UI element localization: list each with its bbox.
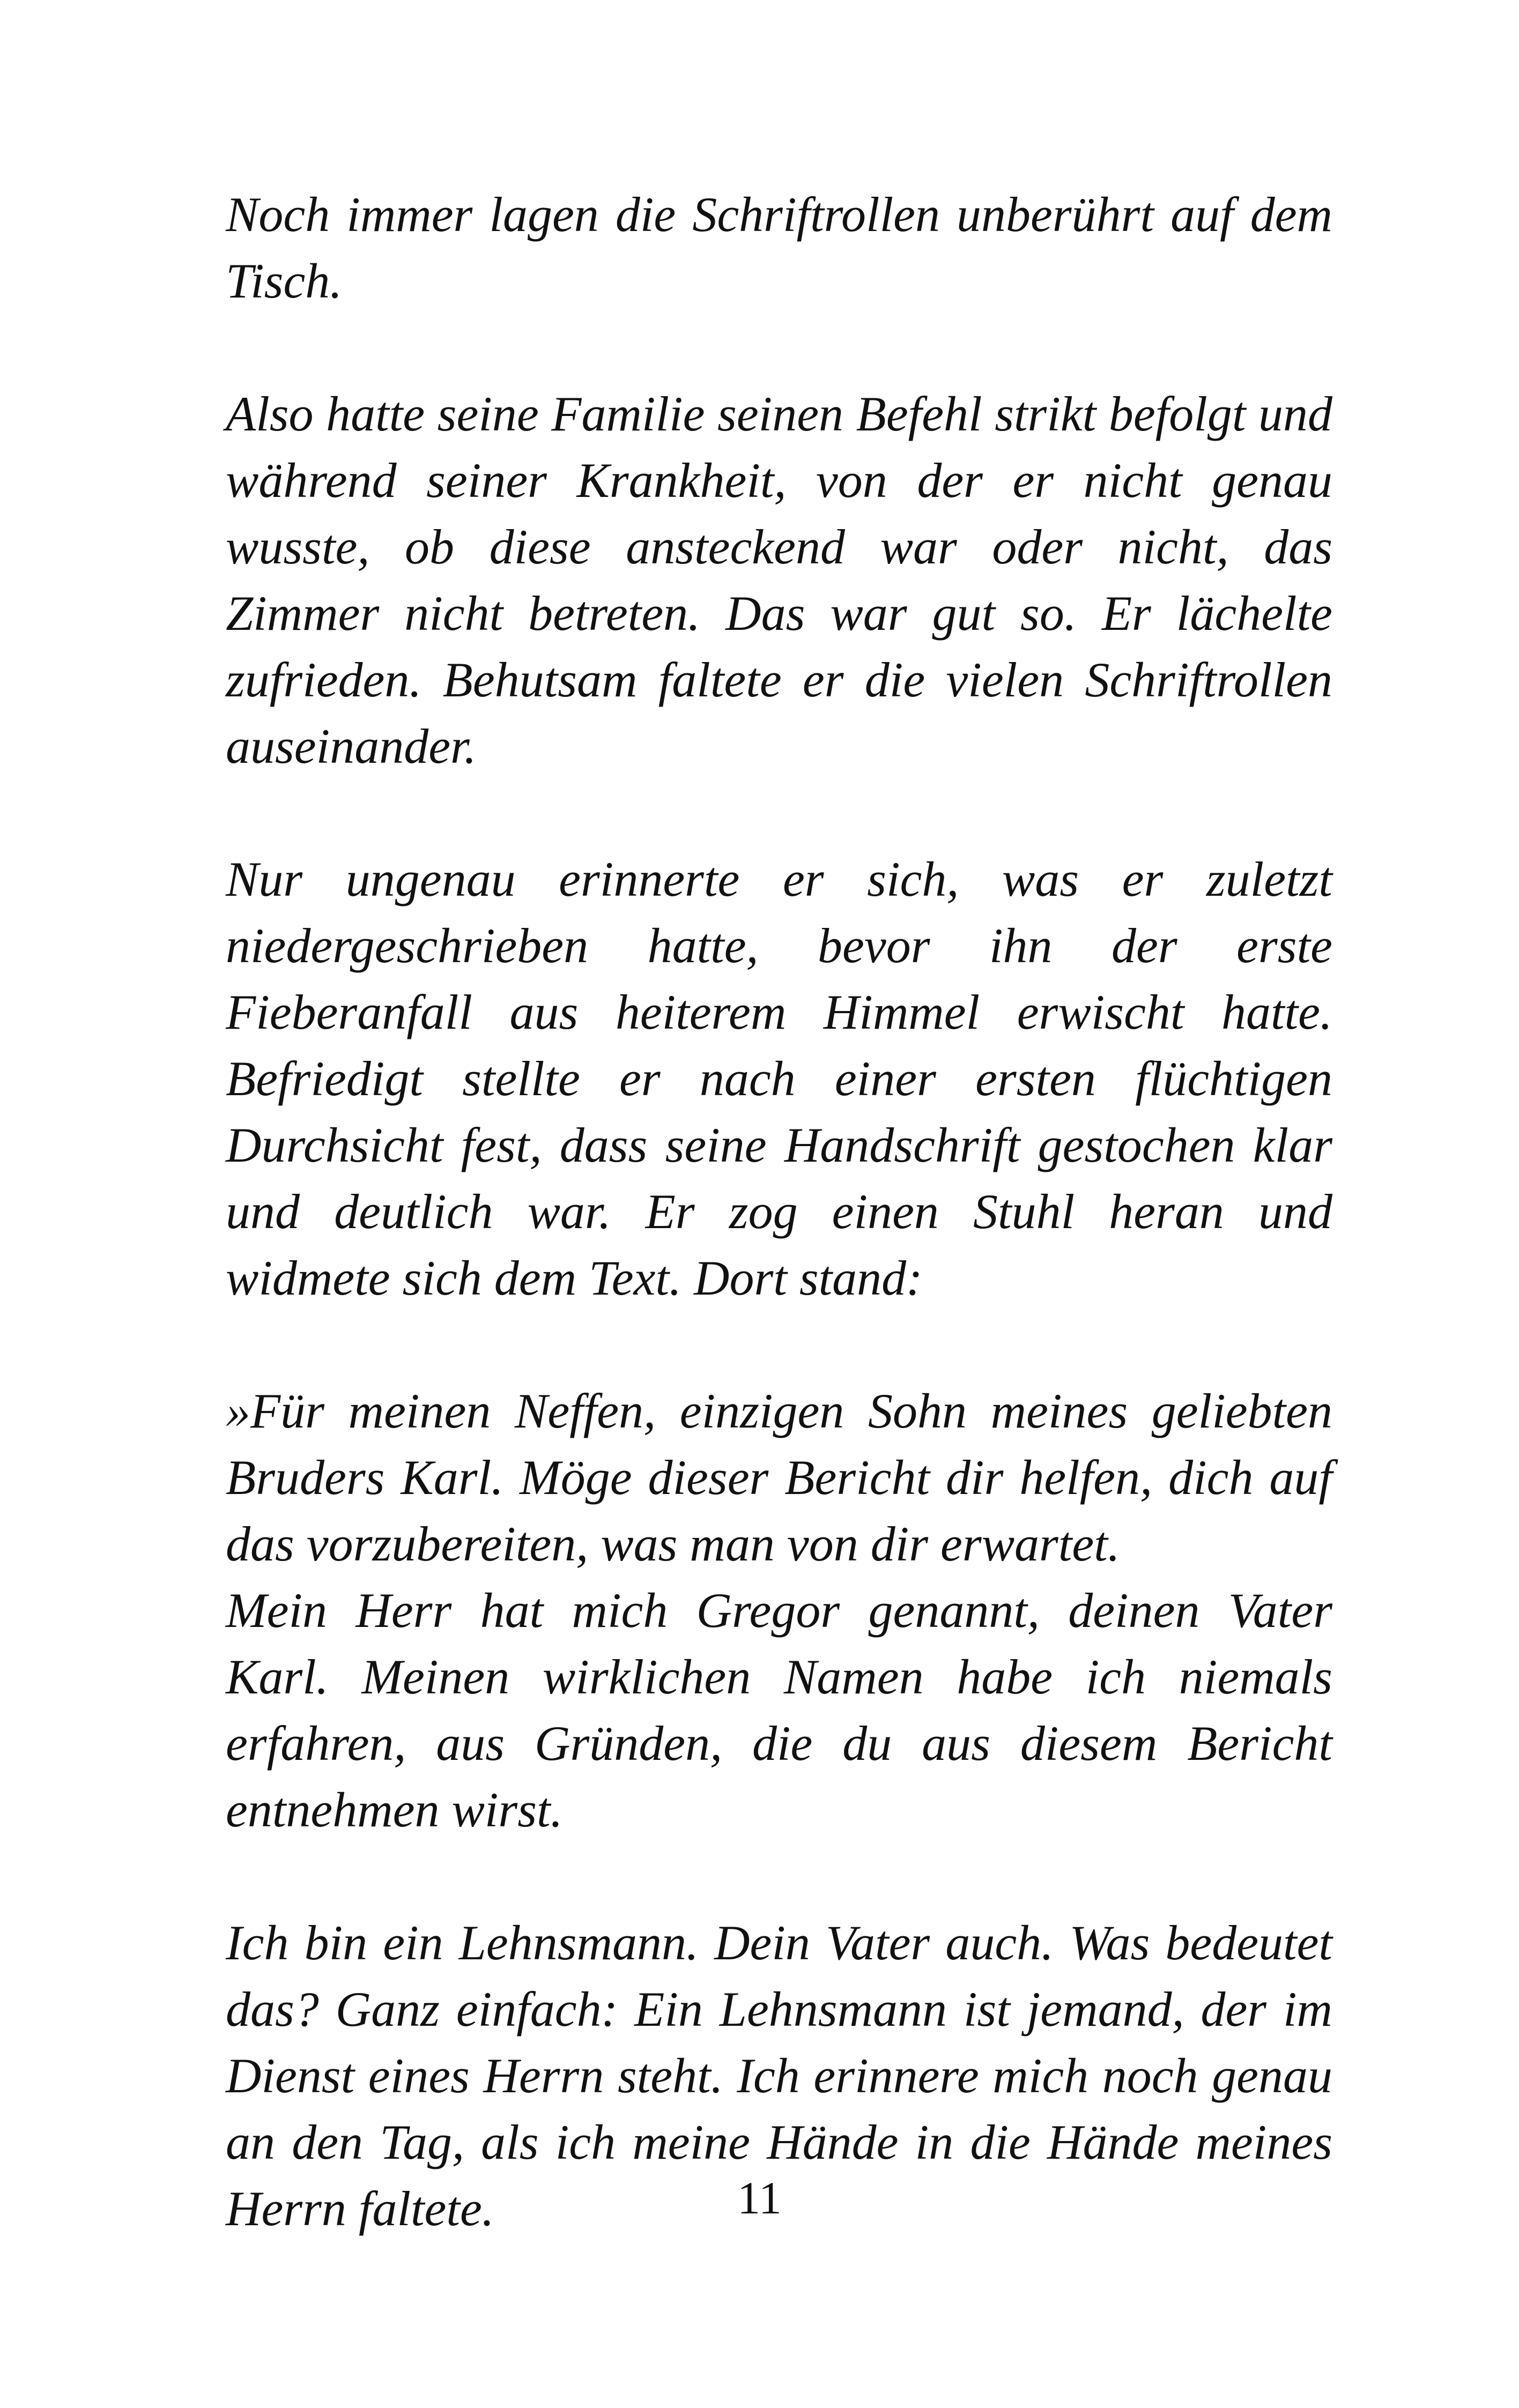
paragraph-5: Mein Herr hat mich Gregor genannt, deinen Vater Karl. Meinen wirklichen Namen habe ich niemals erfahren, aus Gründen, die du aus diesem Bericht entnehmen wirst. bbox=[226, 1583, 1332, 1837]
paragraph-4: »Für meinen Neffen, einzigen Sohn meines geliebten Bruders Karl. Möge dieser Bericht dir helfen, dich auf das vorzubereiten, was man von dir erwartet. bbox=[226, 1384, 1332, 1571]
paragraph-6: Ich bin ein Lehnsmann. Dein Vater auch. Was bedeutet das? Ganz einfach: Ein Lehnsmann ist jemand, der im Dienst eines Herrn steht. Ich erinnere mich noch genau an den Tag, als ich meine Hände in die Hände meines Herrn faltete. bbox=[226, 1915, 1332, 2236]
page-number: 11 bbox=[737, 2172, 782, 2224]
body-text bbox=[226, 181, 1332, 2308]
paragraph-2: Also hatte seine Familie seinen Befehl strikt befolgt und während seiner Krankheit, von der er nicht genau wusste, ob diese ansteckend war oder nicht, das Zimmer nicht betreten. Das war gut so. Er lächelte zufrieden. Behutsam faltete er die vielen Schriftrollen auseinander. bbox=[226, 387, 1332, 774]
paragraph-1: Noch immer lagen die Schriftrollen unberührt auf dem Tisch. bbox=[226, 187, 1332, 308]
paragraph-3: Nur ungenau erinnerte er sich, was er zuletzt niedergeschrieben hatte, bevor ihn der erste Fieberanfall aus heiterem Himmel erwischt hatte. Befriedigt stellte er nach einer ersten flüchtigen Durchsicht fest, dass seine Handschrift gestochen klar und deutlich war. Er zog einen Stuhl heran und widmete sich dem Text. Dort stand: bbox=[226, 852, 1332, 1305]
